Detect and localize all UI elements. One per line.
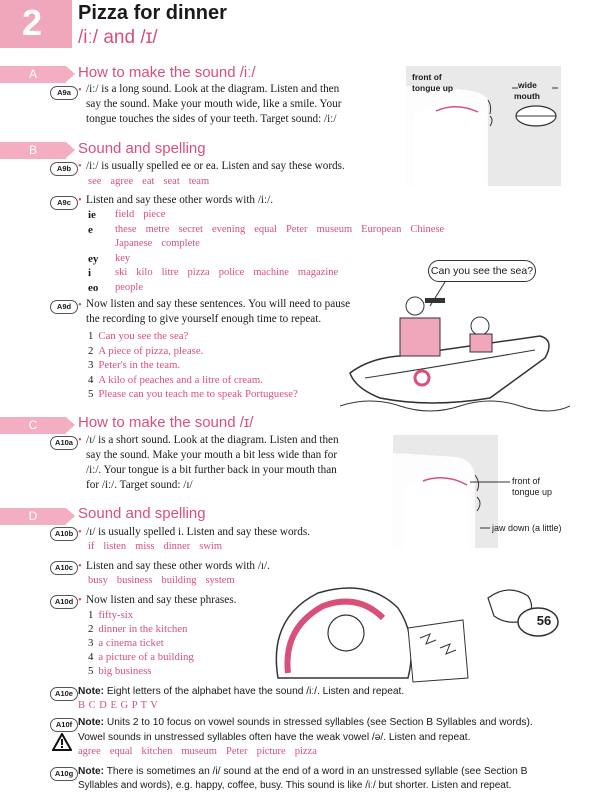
track-badge[interactable]: A9b [50, 162, 78, 176]
track-badge[interactable]: A10d [50, 595, 78, 609]
bullet: • [78, 160, 82, 172]
phrase-text: dinner in the kitchen [98, 623, 188, 635]
sentence-text: Peter's in the team. [98, 359, 181, 371]
word-list [115, 209, 174, 220]
word: ski [115, 267, 128, 278]
bullet: • [78, 299, 82, 311]
phrase-number: 5 [88, 665, 94, 677]
note-label: Note: [78, 766, 105, 777]
sentence-number: 1 [88, 330, 94, 342]
word: pizza [294, 746, 317, 757]
note-line [78, 717, 533, 728]
sentence-number: 3 [88, 359, 94, 371]
word: Peter [225, 746, 248, 757]
section-c-tab: C [0, 417, 66, 434]
word: listen [103, 541, 127, 552]
unit-number-box [0, 0, 72, 48]
word-list [88, 541, 231, 552]
phrase-number: 3 [88, 637, 94, 649]
diagram-label: front of [512, 476, 541, 486]
text-line: the recording to give yourself enough time to repeat. [86, 313, 322, 325]
word: machine [253, 267, 289, 278]
word-list [115, 267, 347, 278]
note-line [78, 686, 404, 697]
note-label: Note: [78, 717, 105, 728]
word: eat [142, 176, 155, 187]
bullet: • [78, 526, 82, 538]
word: museum [316, 224, 353, 235]
sentence-text: A kilo of peaches and a litre of cream. [98, 374, 263, 386]
text-line: Now listen and say these phrases. [86, 594, 237, 606]
sentence-number: 5 [88, 388, 94, 400]
warning-icon [52, 733, 72, 751]
text-line: Listen and say these other words with /iː/. [86, 194, 274, 206]
word: metre [145, 224, 170, 235]
word: police [218, 267, 245, 278]
bullet: • [78, 434, 82, 446]
word: secret [178, 224, 203, 235]
word: these [115, 224, 137, 235]
alphabet-letters: B C D E G P T V [78, 700, 159, 711]
diagram-label: wide [518, 80, 537, 90]
note-text: Eight letters of the alphabet have the sound /iː/. Listen and repeat. [106, 686, 405, 697]
sentence-number: 2 [88, 345, 94, 357]
word-list [115, 224, 453, 235]
text-line: say the sound. Make your mouth wide, like a smile. Your [86, 98, 342, 110]
word-list [88, 575, 244, 586]
text-line: /iː/. Your tongue is a bit further back in your mouth than [86, 464, 337, 476]
page-subtitle: /iː/ and /ɪ/ [78, 27, 158, 48]
word: if [88, 541, 95, 552]
text-line: /iː/ is a long sound. Look at the diagram. Listen and then [86, 83, 340, 95]
spelling-label: i [88, 267, 92, 279]
bullet: • [78, 84, 82, 96]
word: European [361, 224, 402, 235]
word: equal [109, 746, 133, 757]
section-c-heading: How to make the sound /ɪ/ [78, 414, 254, 431]
word: piece [143, 209, 166, 220]
text-line: Listen and say these other words with /ɪ/. [86, 560, 270, 572]
word: pizza [187, 267, 210, 278]
word: agree [78, 746, 101, 757]
phrase-number: 2 [88, 623, 94, 635]
spelling-label: e [88, 224, 93, 236]
word: building [161, 575, 197, 586]
track-badge[interactable]: A9c [50, 196, 78, 210]
track-badge[interactable]: A10a [50, 436, 78, 450]
phrase [88, 609, 133, 621]
unit-number: 2 [22, 2, 43, 43]
word: litre [161, 267, 179, 278]
word: museum [181, 746, 217, 757]
word-list [78, 746, 326, 757]
text-line: tongue touches the sides of your teeth. Target sound: /iː/ [86, 113, 337, 125]
page-title: Pizza for dinner [78, 2, 227, 24]
word: see [88, 176, 102, 187]
word: seat [163, 176, 180, 187]
word-list [115, 253, 139, 264]
word: busy [88, 575, 108, 586]
section-a-tab: A [0, 66, 66, 83]
word: evening [211, 224, 246, 235]
note-label: Note: [78, 686, 105, 697]
note-text: There is sometimes an /i/ sound at the end of a word in an unstressed syllable (see Section B [106, 766, 528, 777]
bullet: • [78, 560, 82, 572]
word: team [188, 176, 210, 187]
bullet: • [78, 194, 82, 206]
note-line: Vowel sounds in unstressed syllables often have the weak vowel /ə/. Listen and repeat. [78, 732, 471, 743]
word: picture [256, 746, 286, 757]
sentence [88, 345, 203, 357]
spelling-label: eo [88, 282, 99, 294]
sentence-text: Can you see the sea? [98, 330, 189, 342]
word: equal [254, 224, 277, 235]
phrase-text: big business [98, 665, 152, 677]
spelling-label: ey [88, 253, 99, 265]
text-line: Now listen and say these sentences. You will need to pause [86, 298, 351, 310]
diagram-label: tongue up [512, 487, 553, 497]
sentence [88, 330, 188, 342]
mouth-diagram-a [406, 66, 561, 186]
sentence [88, 374, 263, 386]
sentence [88, 388, 298, 400]
word: magazine [297, 267, 339, 278]
note-line: Syllables and words), e.g. happy, coffee, busy. This sound is like /iː/ but shorter. Listen and repeat. [78, 780, 512, 791]
sleeping-man-dog-illustration [258, 578, 568, 686]
section-d-heading: Sound and spelling [78, 505, 206, 522]
word: field [115, 209, 135, 220]
section-d-tab: D [0, 508, 66, 525]
phrase-number: 1 [88, 609, 94, 621]
phrase [88, 665, 152, 677]
sentence-text: A piece of pizza, please. [98, 345, 204, 357]
track-badge[interactable]: A9d [50, 300, 78, 314]
speech-bubble: Can you see the sea? [428, 260, 536, 282]
text-line: for /iː/. Target sound: /ɪ/ [86, 479, 193, 491]
word: kitchen [141, 746, 173, 757]
boat-illustration [340, 278, 570, 413]
phrase-text: fifty-six [98, 609, 134, 621]
note-line [78, 766, 527, 777]
word: Peter [285, 224, 308, 235]
phrase [88, 637, 164, 649]
word-list [88, 176, 218, 187]
word: system [205, 575, 235, 586]
diagram-label: tongue up [412, 83, 454, 93]
text-line: /ɪ/ is usually spelled i. Listen and say these words. [86, 526, 311, 538]
section-b-tab: B [0, 142, 66, 159]
word: miss [135, 541, 155, 552]
spelling-label: ie [88, 209, 96, 221]
track-badge[interactable]: A9a [50, 86, 78, 100]
sentence [88, 359, 180, 371]
word: Japanese [115, 238, 153, 249]
word: kilo [136, 267, 153, 278]
track-badge[interactable]: A10f [50, 718, 78, 732]
diagram-label: jaw down (a little) [492, 523, 562, 533]
section-b-heading: Sound and spelling [78, 140, 206, 157]
word: dinner [163, 541, 191, 552]
note-text: Units 2 to 10 focus on vowel sounds in stressed syllables (see Section B Syllables and words). [106, 717, 533, 728]
word: agree [110, 176, 134, 187]
phrase [88, 623, 187, 635]
phrase-text: a picture of a building [98, 651, 194, 663]
word: key [115, 253, 131, 264]
text-line: /ɪ/ is a short sound. Look at the diagram. Listen and then [86, 434, 339, 446]
bullet: • [78, 594, 82, 606]
track-badge[interactable]: A10g [50, 767, 78, 781]
word-list [115, 282, 152, 293]
track-badge[interactable]: A10c [50, 561, 78, 575]
phrase-text: a cinema ticket [98, 637, 164, 649]
text-line: /iː/ is usually spelled ee or ea. Listen and say these words. [86, 160, 345, 172]
diagram-label: front of [412, 72, 442, 82]
word: complete [161, 238, 200, 249]
phrase [88, 651, 194, 663]
phrase-number: 4 [88, 651, 94, 663]
text-line: say the sound. Make your mouth a bit less wide than for [86, 449, 338, 461]
word: Chinese [410, 224, 445, 235]
sentence-number: 4 [88, 374, 94, 386]
word-list [115, 238, 209, 249]
number-bubble: 56 [536, 613, 552, 628]
diagram-label: mouth [514, 91, 540, 101]
word: business [116, 575, 153, 586]
sentence-text: Please can you teach me to speak Portuguese? [98, 388, 298, 400]
word: people [115, 282, 143, 293]
section-a-heading: How to make the sound /iː/ [78, 64, 256, 81]
track-badge[interactable]: A10e [50, 687, 78, 701]
track-badge[interactable]: A10b [50, 527, 78, 541]
word: swim [199, 541, 223, 552]
